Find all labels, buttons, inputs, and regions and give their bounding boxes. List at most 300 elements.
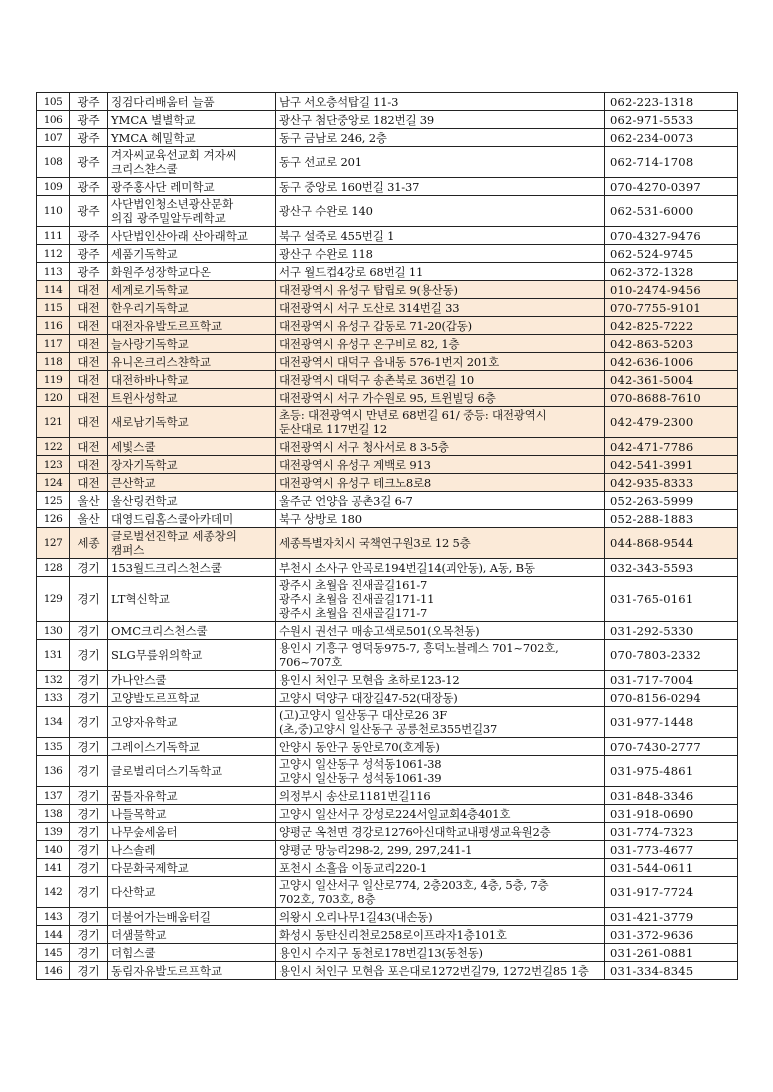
- phone-cell: 070-7755-9101: [605, 299, 738, 317]
- school-name-cell: [108, 178, 276, 196]
- region-cell: 경기: [70, 962, 108, 980]
- phone-cell: 042-935-8333: [605, 474, 738, 492]
- row-number-cell: 117: [37, 335, 70, 353]
- address-line: 고양시 일산서구 일산로774, 2층203호, 4층, 5층, 7층: [279, 878, 549, 892]
- region-cell: 광주: [70, 196, 108, 227]
- school-name-cell: [108, 926, 276, 944]
- address-cell: [276, 129, 605, 147]
- phone-cell: 010-2474-9456: [605, 281, 738, 299]
- school-name-line: 광주홍사단 레미학교: [111, 179, 215, 194]
- address-cell: [276, 111, 605, 129]
- phone-cell: 062-223-1318: [605, 93, 738, 111]
- phone-cell: 031-848-3346: [605, 787, 738, 805]
- phone-cell: 031-773-4677: [605, 841, 738, 859]
- phone-cell: 031-334-8345: [605, 962, 738, 980]
- table-row: [37, 877, 738, 908]
- table-row: [37, 317, 738, 335]
- address-cell: [276, 178, 605, 196]
- address-line: (고)고양시 일산동구 대산로26 3F: [279, 708, 448, 722]
- table-row: [37, 196, 738, 227]
- address-line: 용인시 수지구 동천로178번길13(동천동): [279, 945, 483, 960]
- school-name-line: 대전하바나학교: [111, 372, 189, 387]
- table-row: [37, 227, 738, 245]
- region-cell: 광주: [70, 227, 108, 245]
- table-row: [37, 456, 738, 474]
- school-name-cell: [108, 407, 276, 438]
- school-name-cell: [108, 559, 276, 577]
- row-number-cell: 145: [37, 944, 70, 962]
- school-name-line: 글로벌리더스기독학교: [111, 764, 223, 778]
- table-body: [37, 93, 738, 980]
- school-name-cell: [108, 528, 276, 559]
- school-name-line: LT혁신학교: [111, 592, 170, 606]
- region-cell: 광주: [70, 111, 108, 129]
- school-name-line: 한우리기독학교: [111, 300, 189, 315]
- table-row: [37, 93, 738, 111]
- address-line: 북구 설죽로 455번길 1: [279, 228, 395, 243]
- address-line: 초등: 대전광역시 만년로 68번길 61/ 중등: 대전광역시: [279, 408, 547, 422]
- table-row: [37, 178, 738, 196]
- school-name-line: 세계로기독학교: [111, 282, 189, 297]
- school-name-cell: [108, 787, 276, 805]
- address-line: 대전광역시 유성구 테크노8로8: [279, 475, 432, 490]
- region-cell: 광주: [70, 93, 108, 111]
- address-line: 고양시 일산서구 강성로224서일교회4층401호: [279, 806, 511, 821]
- school-name-cell: [108, 622, 276, 640]
- school-name-line: 나들목학교: [111, 806, 167, 821]
- school-name-cell: [108, 245, 276, 263]
- row-number-cell: 125: [37, 492, 70, 510]
- region-cell: 대전: [70, 474, 108, 492]
- address-line: 둔산대로 117번길 12: [279, 422, 387, 436]
- address-cell: [276, 245, 605, 263]
- school-name-line: 세품기독학교: [111, 246, 178, 261]
- school-name-cell: [108, 707, 276, 738]
- row-number-cell: 135: [37, 738, 70, 756]
- table-row: [37, 805, 738, 823]
- table-row: [37, 707, 738, 738]
- school-name-cell: [108, 859, 276, 877]
- table-row: [37, 823, 738, 841]
- row-number-cell: 143: [37, 908, 70, 926]
- address-line: 광주시 초월읍 진새골길161-7: [279, 578, 428, 592]
- row-number-cell: 114: [37, 281, 70, 299]
- region-cell: 경기: [70, 622, 108, 640]
- table-row: [37, 389, 738, 407]
- address-line: 양평군 망능리298-2, 299, 297,241-1: [279, 842, 473, 857]
- row-number-cell: 129: [37, 577, 70, 622]
- address-line: 광주시 초월읍 진새골길171-11: [279, 592, 435, 606]
- address-line: 광산구 수완로 118: [279, 246, 373, 261]
- phone-cell: 031-975-4861: [605, 756, 738, 787]
- address-line: 동구 금남로 246, 2층: [279, 130, 387, 145]
- address-cell: [276, 147, 605, 178]
- phone-cell: 070-8156-0294: [605, 689, 738, 707]
- school-name-cell: [108, 510, 276, 528]
- table-row: [37, 944, 738, 962]
- address-cell: [276, 805, 605, 823]
- row-number-cell: 144: [37, 926, 70, 944]
- address-cell: [276, 944, 605, 962]
- row-number-cell: 118: [37, 353, 70, 371]
- row-number-cell: 106: [37, 111, 70, 129]
- address-line: 대전광역시 대덕구 읍내동 576-1번지 201호: [279, 354, 500, 369]
- region-cell: 경기: [70, 926, 108, 944]
- school-name-line: 세빛스쿨: [111, 439, 156, 454]
- address-cell: [276, 756, 605, 787]
- row-number-cell: 105: [37, 93, 70, 111]
- address-line: 광주시 초월읍 진새골길171-7: [279, 606, 428, 620]
- school-name-cell: [108, 640, 276, 671]
- phone-cell: 062-372-1328: [605, 263, 738, 281]
- row-number-cell: 141: [37, 859, 70, 877]
- school-name-cell: [108, 671, 276, 689]
- region-cell: 대전: [70, 353, 108, 371]
- row-number-cell: 119: [37, 371, 70, 389]
- region-cell: 광주: [70, 129, 108, 147]
- school-name-line: 울산링컨학교: [111, 493, 178, 508]
- school-name-line: 더힘스쿨: [111, 945, 156, 960]
- row-number-cell: 124: [37, 474, 70, 492]
- address-line: 광산구 첨단중앙로 182번길 39: [279, 112, 435, 127]
- region-cell: 울산: [70, 510, 108, 528]
- address-cell: [276, 640, 605, 671]
- school-name-cell: [108, 438, 276, 456]
- row-number-cell: 132: [37, 671, 70, 689]
- row-number-cell: 123: [37, 456, 70, 474]
- region-cell: 대전: [70, 281, 108, 299]
- region-cell: 경기: [70, 689, 108, 707]
- address-cell: [276, 859, 605, 877]
- table-row: [37, 756, 738, 787]
- phone-cell: 052-288-1883: [605, 510, 738, 528]
- address-cell: [276, 689, 605, 707]
- address-line: 대전광역시 유성구 계백로 913: [279, 457, 431, 472]
- address-line: 대전광역시 대덕구 송촌북로 36번길 10: [279, 372, 475, 387]
- region-cell: 광주: [70, 263, 108, 281]
- row-number-cell: 142: [37, 877, 70, 908]
- school-name-line: 대전자유발도르프학교: [111, 318, 223, 333]
- table-row: [37, 640, 738, 671]
- table-row: [37, 129, 738, 147]
- school-name-cell: [108, 389, 276, 407]
- school-name-line: 새로남기독학교: [111, 415, 189, 429]
- region-cell: 세종: [70, 528, 108, 559]
- school-name-cell: [108, 263, 276, 281]
- phone-cell: 062-524-9745: [605, 245, 738, 263]
- region-cell: 경기: [70, 841, 108, 859]
- address-cell: [276, 877, 605, 908]
- address-cell: [276, 371, 605, 389]
- address-line: 안양시 동안구 동안로70(호계동): [279, 739, 440, 754]
- region-cell: 경기: [70, 877, 108, 908]
- region-cell: 경기: [70, 738, 108, 756]
- row-number-cell: 115: [37, 299, 70, 317]
- address-line: 화성시 동탄신리천로258로이프라자1층101호: [279, 927, 507, 942]
- phone-cell: 052-263-5999: [605, 492, 738, 510]
- row-number-cell: 136: [37, 756, 70, 787]
- phone-cell: 031-292-5330: [605, 622, 738, 640]
- region-cell: 경기: [70, 859, 108, 877]
- address-line: 세종특별자치시 국책연구원3로 12 5층: [279, 536, 471, 550]
- region-cell: 경기: [70, 559, 108, 577]
- table-row: [37, 787, 738, 805]
- region-cell: 대전: [70, 456, 108, 474]
- phone-cell: 031-261-0881: [605, 944, 738, 962]
- school-name-cell: [108, 111, 276, 129]
- school-name-line: 화원주성장학교다온: [111, 264, 211, 279]
- table-row: [37, 335, 738, 353]
- row-number-cell: 122: [37, 438, 70, 456]
- phone-cell: 062-971-5533: [605, 111, 738, 129]
- phone-cell: 031-544-0611: [605, 859, 738, 877]
- phone-cell: 042-471-7786: [605, 438, 738, 456]
- row-number-cell: 133: [37, 689, 70, 707]
- row-number-cell: 139: [37, 823, 70, 841]
- school-name-line: 가나안스쿨: [111, 672, 167, 687]
- row-number-cell: 131: [37, 640, 70, 671]
- region-cell: 대전: [70, 407, 108, 438]
- school-name-cell: [108, 877, 276, 908]
- school-directory-table: [36, 92, 738, 980]
- phone-cell: 031-917-7724: [605, 877, 738, 908]
- phone-cell: 031-717-7004: [605, 671, 738, 689]
- school-name-cell: [108, 944, 276, 962]
- region-cell: 광주: [70, 178, 108, 196]
- school-name-line: 더불어가는배움터길: [111, 909, 211, 924]
- address-line: 고양시 일산동구 성석동1061-39: [279, 771, 442, 785]
- table-row: [37, 962, 738, 980]
- school-name-cell: [108, 371, 276, 389]
- row-number-cell: 113: [37, 263, 70, 281]
- address-line: 대전광역시 유성구 갑동로 71-20(갑동): [279, 318, 472, 333]
- table-row: [37, 528, 738, 559]
- school-name-line: 고양자유학교: [111, 715, 178, 729]
- address-cell: [276, 787, 605, 805]
- region-cell: 울산: [70, 492, 108, 510]
- table-row: [37, 671, 738, 689]
- phone-cell: 044-868-9544: [605, 528, 738, 559]
- region-cell: 경기: [70, 908, 108, 926]
- phone-cell: 042-863-5203: [605, 335, 738, 353]
- table-row: [37, 474, 738, 492]
- school-name-line: 사단법인청소년광산문화: [111, 197, 234, 211]
- address-line: 동구 중앙로 160번길 31-37: [279, 179, 420, 194]
- table-row: [37, 263, 738, 281]
- address-cell: [276, 707, 605, 738]
- table-row: [37, 559, 738, 577]
- address-line: 용인시 처인구 모현읍 포은대로1272번길79, 1272번길85 1층: [279, 963, 589, 978]
- phone-cell: 031-774-7323: [605, 823, 738, 841]
- row-number-cell: 111: [37, 227, 70, 245]
- school-name-line: 동림자유발도르프학교: [111, 963, 223, 978]
- school-name-cell: [108, 492, 276, 510]
- address-line: 대전광역시 서구 도산로 314번길 33: [279, 300, 460, 315]
- school-name-cell: [108, 353, 276, 371]
- address-line: 부천시 소사구 안곡로194번길14(괴안동), A동, B동: [279, 560, 535, 575]
- school-name-cell: [108, 756, 276, 787]
- address-cell: [276, 559, 605, 577]
- row-number-cell: 112: [37, 245, 70, 263]
- row-number-cell: 140: [37, 841, 70, 859]
- school-name-line: 153월드크리스천스쿨: [111, 560, 222, 575]
- table-row: [37, 281, 738, 299]
- row-number-cell: 121: [37, 407, 70, 438]
- region-cell: 대전: [70, 389, 108, 407]
- region-cell: 경기: [70, 640, 108, 671]
- table-row: [37, 622, 738, 640]
- address-cell: [276, 335, 605, 353]
- region-cell: 광주: [70, 245, 108, 263]
- phone-cell: 062-714-1708: [605, 147, 738, 178]
- table-row: [37, 577, 738, 622]
- address-cell: [276, 622, 605, 640]
- table-row: [37, 926, 738, 944]
- phone-cell: 042-541-3991: [605, 456, 738, 474]
- table-row: [37, 908, 738, 926]
- phone-cell: 032-343-5593: [605, 559, 738, 577]
- region-cell: 대전: [70, 335, 108, 353]
- phone-cell: 062-234-0073: [605, 129, 738, 147]
- school-name-line: 다문화국제학교: [111, 860, 189, 875]
- school-name-line: 더샘물학교: [111, 927, 167, 942]
- school-name-line: 그레이스기독학교: [111, 739, 200, 754]
- school-name-line: YMCA 별별학교: [111, 112, 196, 127]
- address-cell: [276, 317, 605, 335]
- row-number-cell: 137: [37, 787, 70, 805]
- school-name-cell: [108, 299, 276, 317]
- table-row: [37, 689, 738, 707]
- phone-cell: 042-636-1006: [605, 353, 738, 371]
- address-cell: [276, 577, 605, 622]
- region-cell: 경기: [70, 805, 108, 823]
- table-row: [37, 111, 738, 129]
- address-cell: [276, 227, 605, 245]
- address-cell: [276, 510, 605, 528]
- school-name-line: 캠퍼스: [111, 543, 145, 557]
- row-number-cell: 108: [37, 147, 70, 178]
- row-number-cell: 138: [37, 805, 70, 823]
- address-line: 의정부시 송산로1181번길116: [279, 788, 431, 803]
- school-name-cell: [108, 823, 276, 841]
- address-cell: [276, 407, 605, 438]
- region-cell: 대전: [70, 299, 108, 317]
- phone-cell: 031-918-0690: [605, 805, 738, 823]
- row-number-cell: 128: [37, 559, 70, 577]
- row-number-cell: 130: [37, 622, 70, 640]
- address-line: 울주군 언양읍 공촌3길 6-7: [279, 493, 413, 508]
- school-name-cell: [108, 147, 276, 178]
- address-line: 포천시 소흘읍 이동교리220-1: [279, 860, 428, 875]
- phone-cell: 070-7803-2332: [605, 640, 738, 671]
- address-line: 남구 서오층석탑길 11-3: [279, 94, 399, 109]
- table-row: [37, 859, 738, 877]
- row-number-cell: 134: [37, 707, 70, 738]
- address-line: 서구 월드컵4강로 68번길 11: [279, 264, 424, 279]
- address-cell: [276, 474, 605, 492]
- school-name-line: 겨자씨교육선교회 겨자씨: [111, 148, 237, 162]
- phone-cell: 042-825-7222: [605, 317, 738, 335]
- address-line: 북구 상방로 180: [279, 511, 362, 526]
- region-cell: 대전: [70, 317, 108, 335]
- region-cell: 경기: [70, 756, 108, 787]
- region-cell: 경기: [70, 671, 108, 689]
- school-name-cell: [108, 689, 276, 707]
- phone-cell: 031-765-0161: [605, 577, 738, 622]
- table-row: [37, 299, 738, 317]
- address-cell: [276, 299, 605, 317]
- school-name-line: 다산학교: [111, 885, 156, 899]
- address-cell: [276, 456, 605, 474]
- address-line: 수원시 권선구 매송고색로501(오목천동): [279, 623, 480, 638]
- row-number-cell: 146: [37, 962, 70, 980]
- table-row: [37, 147, 738, 178]
- table-row: [37, 407, 738, 438]
- school-name-cell: [108, 577, 276, 622]
- school-name-cell: [108, 738, 276, 756]
- address-cell: [276, 908, 605, 926]
- school-name-line: 유니온크리스챤학교: [111, 354, 211, 369]
- school-name-cell: [108, 456, 276, 474]
- table-row: [37, 510, 738, 528]
- address-cell: [276, 281, 605, 299]
- address-line: 대전광역시 유성구 탑립로 9(용산동): [279, 282, 458, 297]
- school-name-cell: [108, 196, 276, 227]
- row-number-cell: 109: [37, 178, 70, 196]
- school-name-line: 대영드림홈스쿨아카데미: [111, 511, 234, 526]
- row-number-cell: 126: [37, 510, 70, 528]
- address-line: 광산구 수완로 140: [279, 204, 373, 218]
- region-cell: 경기: [70, 787, 108, 805]
- address-cell: [276, 438, 605, 456]
- table-row: [37, 353, 738, 371]
- phone-cell: 070-4270-0397: [605, 178, 738, 196]
- address-cell: [276, 263, 605, 281]
- school-name-line: 의집 광주밀알두레학교: [111, 211, 226, 225]
- table-row: [37, 738, 738, 756]
- address-line: 706~707호: [279, 655, 343, 669]
- row-number-cell: 107: [37, 129, 70, 147]
- address-line: 대전광역시 유성구 온구비로 82, 1층: [279, 336, 460, 351]
- school-name-cell: [108, 317, 276, 335]
- phone-cell: 070-8688-7610: [605, 389, 738, 407]
- school-name-line: SLG무릎위의학교: [111, 648, 203, 662]
- school-name-line: 징검다리배움터 늘품: [111, 94, 215, 109]
- address-cell: [276, 196, 605, 227]
- address-cell: [276, 671, 605, 689]
- school-name-cell: [108, 474, 276, 492]
- phone-cell: 062-531-6000: [605, 196, 738, 227]
- address-line: 양평군 옥천면 경강로1276아신대학교내평생교육원2층: [279, 824, 551, 839]
- phone-cell: 070-7430-2777: [605, 738, 738, 756]
- phone-cell: 031-977-1448: [605, 707, 738, 738]
- school-name-cell: [108, 335, 276, 353]
- school-name-line: 글로벌선진학교 세종창의: [111, 529, 237, 543]
- school-name-line: YMCA 혜밀학교: [111, 130, 196, 145]
- address-cell: [276, 926, 605, 944]
- table-row: [37, 841, 738, 859]
- address-cell: [276, 528, 605, 559]
- address-line: (초,중)고양시 일산동구 공릉천로355번길37: [279, 722, 498, 736]
- address-cell: [276, 93, 605, 111]
- phone-cell: 042-361-5004: [605, 371, 738, 389]
- address-line: 고양시 일산동구 성석동1061-38: [279, 757, 442, 771]
- address-line: 대전광역시 서구 가수원로 95, 트윈빌딩 6층: [279, 390, 496, 405]
- phone-cell: 031-421-3779: [605, 908, 738, 926]
- region-cell: 경기: [70, 577, 108, 622]
- table-row: [37, 438, 738, 456]
- address-cell: [276, 353, 605, 371]
